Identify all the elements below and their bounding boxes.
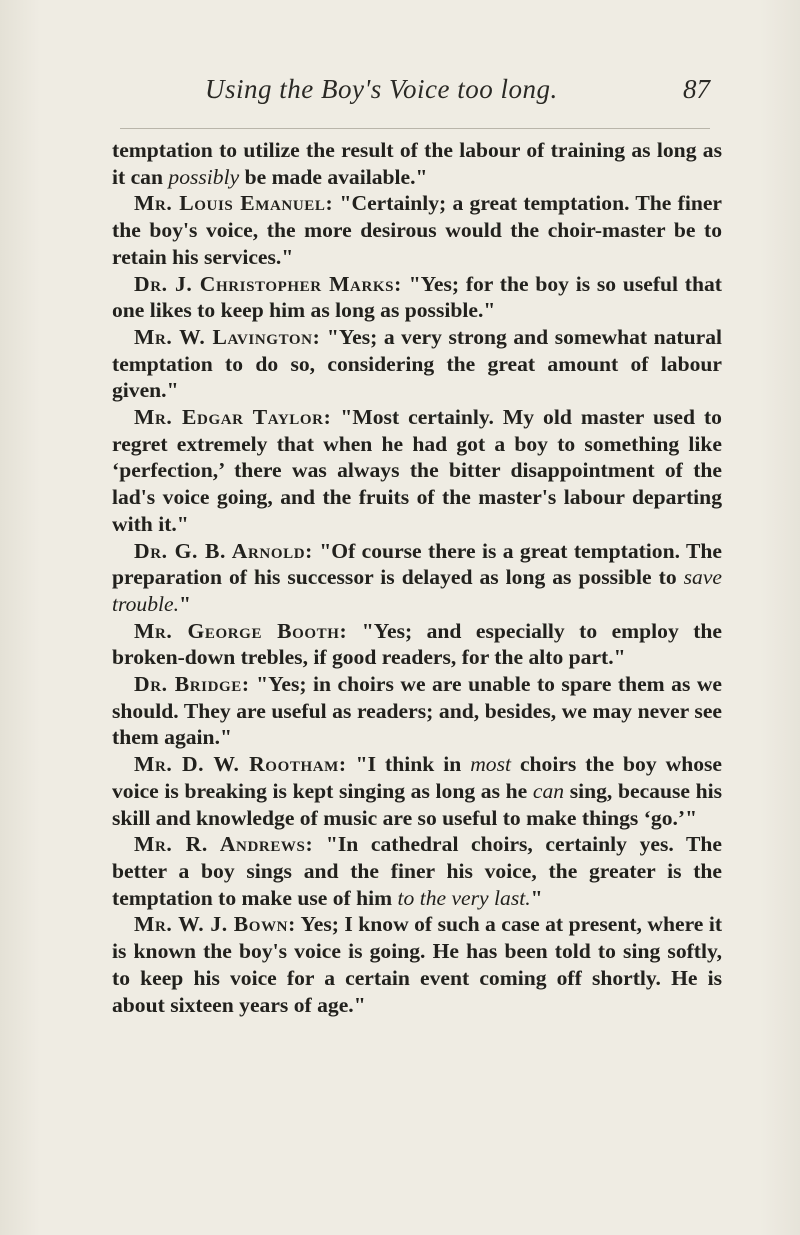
segment: "	[178, 591, 191, 616]
running-title: Using the Boy's Voice too long.	[205, 74, 558, 104]
segment: "	[530, 885, 543, 910]
running-header	[150, 64, 710, 108]
segment: can	[532, 778, 565, 803]
paragraph-7	[112, 671, 722, 751]
segment: "Yes; and especially to employ the broken-down trebles, if good readers, for the alto part."	[112, 618, 723, 670]
header-rule	[120, 128, 710, 129]
paragraph-10	[112, 911, 722, 1018]
speaker-name: Mr. Louis Emanuel:	[134, 191, 334, 216]
speaker-name: Mr. George Booth:	[134, 618, 348, 643]
paragraph-3	[112, 324, 722, 404]
page-number: 87	[683, 74, 710, 104]
paragraph-0	[112, 137, 722, 190]
speaker-name: Dr. J. Christopher Marks:	[134, 271, 402, 296]
paragraph-6	[112, 618, 722, 671]
segment: most	[470, 752, 511, 777]
paragraph-2	[112, 271, 722, 324]
paragraph-9	[112, 831, 722, 911]
speaker-name: Mr. D. W. Rootham:	[134, 752, 347, 777]
segment: "Yes; for the boy is so useful that one likes to keep him as long as possible."	[112, 271, 722, 323]
segment: Yes; I know of such a case at present, where it is known the boy's voice is going. He has been told to sing softly, to keep his voice for a certain event coming off shortly. He is about sixteen years of age."	[112, 912, 723, 1017]
segment: possibly	[168, 164, 240, 189]
segment: save trouble.	[112, 565, 722, 616]
segment: "In cathedral choirs, certainly yes. The better a boy sings and the finer his voice, the greater is the temptation to make use of him	[112, 832, 722, 910]
paragraph-4	[112, 404, 722, 538]
paragraph-5	[112, 538, 722, 618]
segment: be made available."	[239, 164, 428, 189]
segment: sing, because his skill and knowledge of music are so useful to make things ‘go.’"	[112, 778, 723, 830]
speaker-name: Dr. Bridge:	[134, 672, 250, 697]
speaker-name: Mr. W. Lavington:	[134, 324, 321, 349]
speaker-name: Dr. G. B. Arnold:	[134, 538, 313, 563]
segment: "Most certainly. My old master used to regret extremely that when he had got a boy to something like ‘perfection,’ there was always the bitter disappointment of the lad's voice going, and the fruits of the master's labour departing with it."	[112, 405, 722, 536]
speaker-name: Mr. Edgar Taylor:	[134, 405, 332, 430]
speaker-name: Mr. W. J. Bown:	[134, 912, 296, 937]
speaker-name: Mr. R. Andrews:	[134, 832, 314, 857]
segment: to the very last.	[397, 885, 531, 910]
paragraph-8	[112, 751, 722, 831]
segment: "Yes; in choirs we are unable to spare them as we should. They are useful as readers; and, besides, we may never see them again."	[112, 672, 723, 750]
page-body	[112, 137, 722, 1018]
segment: temptation to utilize the result of the labour of training as long as it can	[112, 138, 722, 189]
paragraph-1	[112, 190, 722, 270]
segment: "Yes; a very strong and somewhat natural temptation to do so, considering the great amount of labour given."	[112, 324, 722, 403]
segment: "Certainly; a great temptation. The finer the boy's voice, the more desirous would the choir-master be to retain his services."	[112, 191, 722, 269]
segment: "I think in	[346, 752, 471, 777]
segment: choirs the boy whose voice is breaking is kept singing as long as he	[112, 752, 722, 803]
segment: "Of course there is a great temptation. The preparation of his successor is delayed as long as possible to	[112, 538, 723, 590]
